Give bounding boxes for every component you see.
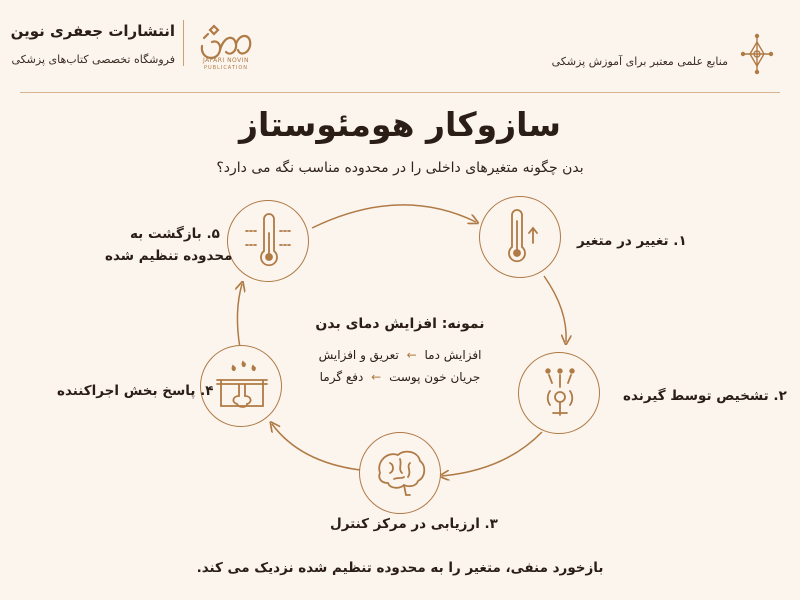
example-row1-left: افزایش دما — [424, 348, 482, 362]
logo-text: JAFARI NOVIN — [202, 57, 250, 64]
arrow-step3-to-4 — [272, 424, 360, 470]
step5-label-line2: محدوده تنظیم شده — [105, 248, 233, 264]
logo-subtext: PUBLICATION — [203, 65, 249, 71]
footer-note: بازخورد منفی، متغیر را به محدوده تنظیم شده نزدیک می کند. — [196, 560, 604, 576]
example-row1-right: تعریق و افزایش — [318, 348, 399, 362]
page-subtitle: بدن چگونه متغیرهای داخلی را در محدوده مناسب نگه می دارد؟ — [216, 160, 584, 176]
example-row2-right: دفع گرما — [319, 370, 364, 384]
step1-label: ۱. تغییر در متغیر — [577, 233, 687, 249]
left-arrow-icon: ← — [406, 348, 417, 362]
step5-circle — [227, 200, 309, 282]
step3-label: ۳. ارزیابی در مرکز کنترل — [330, 516, 498, 532]
left-arrow-icon: ← — [371, 370, 382, 384]
receptor-icon — [519, 353, 601, 435]
step3-circle — [359, 432, 441, 514]
page-title: سازوکار هومئوستاز — [239, 105, 561, 144]
publisher-tagline: فروشگاه تخصصی کتاب‌های پزشکی — [11, 53, 175, 66]
arrow-step1-to-2 — [544, 276, 566, 342]
header-tagline: منابع علمی معتبر برای آموزش پزشکی — [551, 55, 728, 68]
example-title: نمونه: افزایش دمای بدن — [315, 316, 485, 332]
example-row-1 — [250, 348, 550, 362]
thermometer-normal-icon — [228, 201, 310, 283]
step2-circle — [518, 352, 600, 434]
thermometer-rising-icon — [480, 197, 562, 279]
example-row-2 — [250, 370, 550, 384]
arrow-step2-to-3 — [442, 432, 542, 476]
arrow-step5-to-1 — [312, 205, 476, 228]
step1-circle — [479, 196, 561, 278]
step2-label: ۲. تشخیص توسط گیرنده — [623, 388, 787, 404]
publisher-name: انتشارات جعفری نوین — [10, 22, 175, 40]
example-row2-left: جریان خون پوست — [389, 370, 481, 384]
step4-label: ۴. پاسخ بخش اجراکننده — [57, 383, 214, 399]
step5-label-line1: ۵. بازگشت به — [130, 226, 220, 242]
brain-icon — [360, 433, 442, 515]
arrow-step4-to-5 — [237, 284, 242, 348]
